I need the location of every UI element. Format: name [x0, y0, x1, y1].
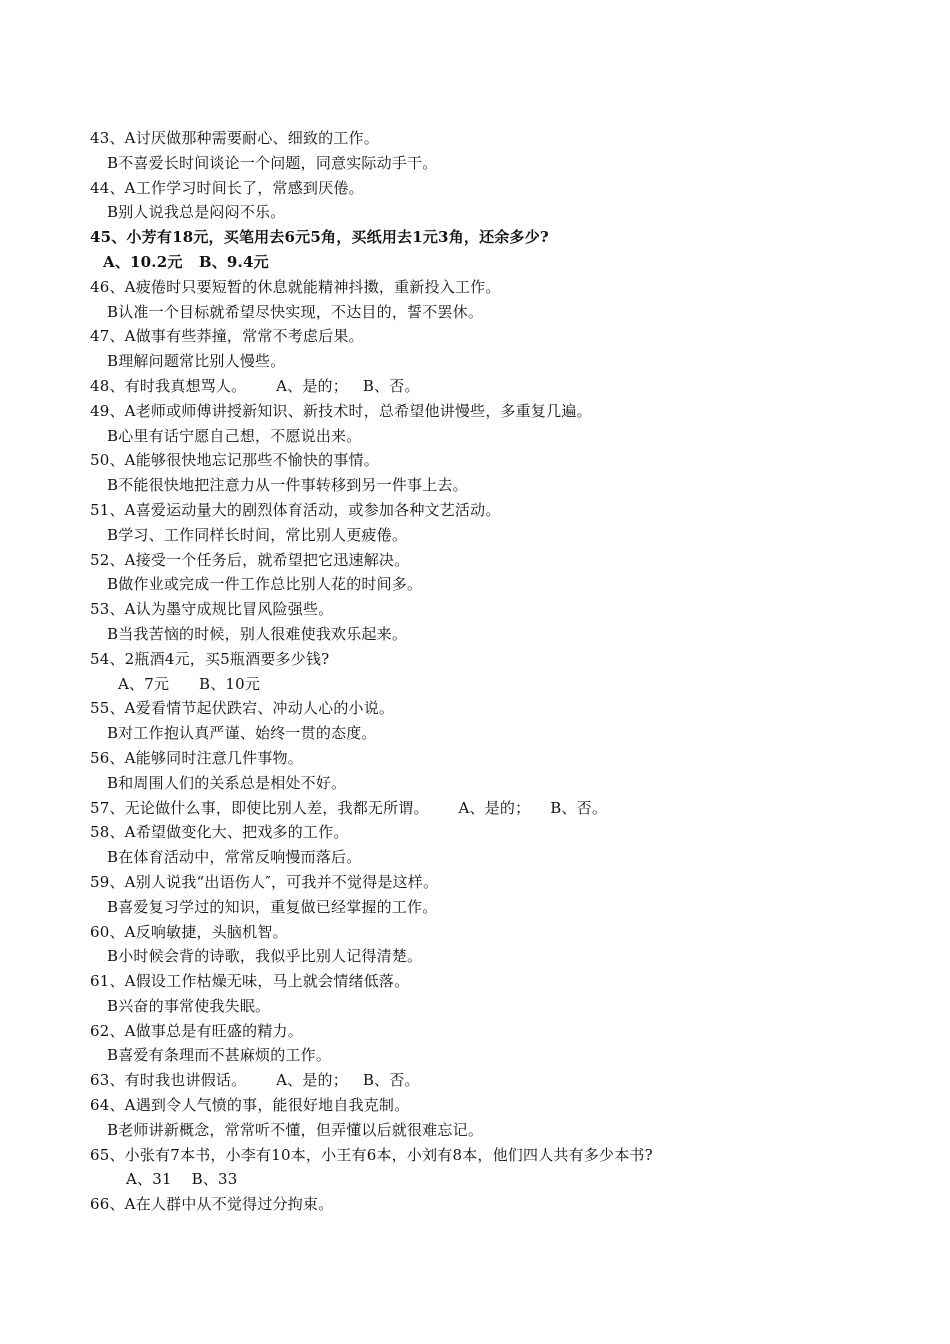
- answer-option-line: B当我苦恼的时候，别人很难使我欢乐起来。: [107, 624, 408, 643]
- question-line: 63、有时我也讲假话。 A、是的； B、否。: [90, 1071, 420, 1090]
- answer-option-line: B别人说我总是闷闷不乐。: [107, 203, 286, 222]
- question-line: 57、无论做什么事，即使比别人差，我都无所谓。 A、是的； B、否。: [90, 798, 608, 817]
- answer-option-line: B不能很快地把注意力从一件事转移到另一件事上去。: [107, 476, 468, 495]
- question-line: 50、A能够很快地忘记那些不愉快的事情。: [90, 451, 379, 470]
- answer-option-line: B和周围人们的关系总是相处不好。: [107, 773, 347, 792]
- question-line: 61、A假设工作枯燥无味，马上就会情绪低落。: [90, 972, 410, 991]
- question-list: [90, 126, 910, 1217]
- question-line: 49、A老师或师傅讲授新知识、新技术时，总希望他讲慢些，多重复几遍。: [90, 401, 592, 420]
- question-line: 45、小芳有18元，买笔用去6元5角，买纸用去1元3角，还余多少?: [90, 228, 549, 247]
- question-line: 44、A工作学习时间长了，常感到厌倦。: [90, 178, 364, 197]
- question-line: 47、A做事有些莽撞，常常不考虑后果。: [90, 327, 364, 346]
- question-line: 66、A在人群中从不觉得过分拘束。: [90, 1195, 334, 1214]
- answer-option-line: B对工作抱认真严谨、始终一贯的态度。: [107, 724, 377, 743]
- question-line: 52、A接受一个任务后，就希望把它迅速解决。: [90, 550, 410, 569]
- question-line: 48、有时我真想骂人。 A、是的； B、否。: [90, 376, 420, 395]
- answer-option-line: B心里有话宁愿自己想，不愿说出来。: [107, 426, 362, 445]
- question-line: 65、小张有7本书，小李有10本，小王有6本，小刘有8本，他们四人共有多少本书?: [90, 1145, 653, 1164]
- question-line: 62、A做事总是有旺盛的精力。: [90, 1021, 303, 1040]
- answer-option-line: B喜爱有条理而不甚麻烦的工作。: [107, 1046, 332, 1065]
- answer-option-line: B学习、工作同样长时间，常比别人更疲倦。: [107, 525, 408, 544]
- answer-option-line: A、10.2元 B、9.4元: [103, 252, 269, 271]
- question-line: 51、A喜爱运动量大的剧烈体育活动，或参加各种文艺活动。: [90, 500, 501, 519]
- answer-option-line: A、7元 B、10元: [118, 674, 261, 693]
- answer-option-line: B做作业或完成一件工作总比别人花的时间多。: [107, 575, 423, 594]
- question-line: 43、A讨厌做那种需要耐心、细致的工作。: [90, 129, 379, 147]
- answer-option-line: B小时候会背的诗歌，我似乎比别人记得清楚。: [107, 947, 423, 966]
- answer-option-line: B兴奋的事常使我失眠。: [107, 996, 271, 1015]
- answer-option-line: A、31 B、33: [126, 1170, 238, 1189]
- answer-option-line: B喜爱复习学过的知识，重复做已经掌握的工作。: [107, 897, 438, 916]
- question-line: 64、A遇到令人气愤的事，能很好地自我克制。: [90, 1096, 410, 1115]
- answer-option-line: B不喜爱长时间谈论一个问题，同意实际动手干。: [107, 153, 438, 172]
- answer-option-line: B老师讲新概念，常常听不懂，但弄懂以后就很难忘记。: [107, 1120, 484, 1139]
- question-line: 59、A别人说我“出语伤人″，可我并不觉得是这样。: [90, 872, 439, 891]
- question-line: 46、A疲倦时只要短暂的休息就能精神抖擞，重新投入工作。: [90, 277, 501, 296]
- question-line: 54、2瓶酒4元，买5瓶酒要多少钱?: [90, 649, 330, 668]
- question-line: 53、A认为墨守成规比冒风险强些。: [90, 600, 334, 619]
- question-line: 60、A反响敏捷，头脑机智。: [90, 922, 288, 941]
- answer-option-line: B认准一个目标就希望尽快实现，不达目的，誓不罢休。: [107, 302, 484, 321]
- question-line: 56、A能够同时注意几件事物。: [90, 748, 303, 767]
- question-line: 58、A希望做变化大、把戏多的工作。: [90, 823, 349, 842]
- question-line: 55、A爱看情节起伏跌宕、冲动人心的小说。: [90, 699, 395, 718]
- answer-option-line: B在体育活动中，常常反响慢而落后。: [107, 848, 362, 867]
- answer-option-line: B理解问题常比别人慢些。: [107, 352, 286, 371]
